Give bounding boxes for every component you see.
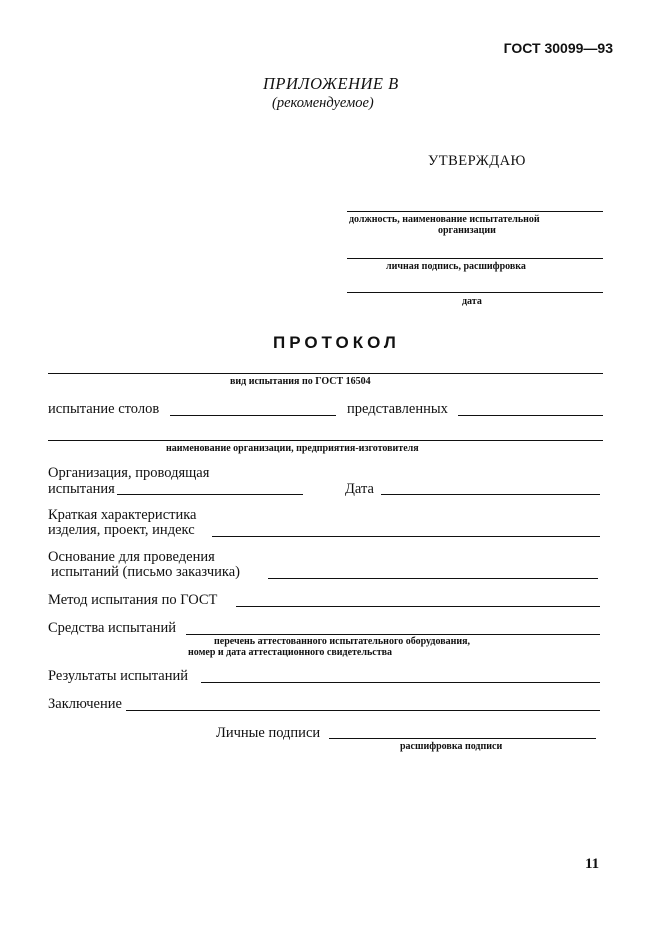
page-number: 11 <box>585 856 600 872</box>
date-label: Дата <box>345 481 374 497</box>
method-label: Метод испытания по ГОСТ <box>48 592 218 608</box>
conclusion-field[interactable] <box>126 710 600 711</box>
manufacturer-caption: наименование организации, предприятия-изготовителя <box>166 443 419 454</box>
approval-position-caption-2: организации <box>438 225 496 236</box>
means-caption-2: номер и дата аттестационного свидетельства <box>188 647 393 658</box>
presented-field[interactable] <box>458 415 603 416</box>
signatures-caption: расшифровка подписи <box>400 741 503 752</box>
appendix-subtitle: (рекомендуемое) <box>272 95 374 111</box>
organization-field[interactable] <box>117 494 303 495</box>
protocol-title: ПРОТОКОЛ <box>273 333 400 352</box>
signatures-label: Личные подписи <box>216 725 321 741</box>
results-label: Результаты испытаний <box>48 668 189 684</box>
results-field[interactable] <box>201 682 600 683</box>
organization-label-2: испытания <box>48 481 115 497</box>
test-type-line <box>48 373 603 374</box>
manufacturer-line[interactable] <box>48 440 603 441</box>
characteristics-label-1: Краткая характеристика <box>48 507 197 523</box>
signatures-field[interactable] <box>329 738 596 739</box>
appendix-title: ПРИЛОЖЕНИЕ В <box>263 74 399 93</box>
date-field[interactable] <box>381 494 600 495</box>
method-field[interactable] <box>236 606 600 607</box>
approval-position-line <box>347 211 603 212</box>
organization-label-1: Организация, проводящая <box>48 465 210 481</box>
basis-field[interactable] <box>268 578 598 579</box>
means-field[interactable] <box>186 634 600 635</box>
basis-label-1: Основание для проведения <box>48 549 215 565</box>
tables-field[interactable] <box>170 415 336 416</box>
approval-date-caption: дата <box>462 296 482 307</box>
approval-signature-line <box>347 258 603 259</box>
basis-label-2: испытаний (письмо заказчика) <box>51 564 241 580</box>
test-type-caption: вид испытания по ГОСТ 16504 <box>230 376 371 387</box>
document-code: ГОСТ 30099—93 <box>503 40 613 56</box>
approval-position-caption-1: должность, наименование испытательной <box>349 214 540 225</box>
presented-label: представленных <box>347 401 448 417</box>
approval-heading: УТВЕРЖДАЮ <box>428 153 526 169</box>
characteristics-label-2: изделия, проект, индекс <box>48 522 195 538</box>
characteristics-field[interactable] <box>212 536 600 537</box>
conclusion-label: Заключение <box>48 696 122 712</box>
approval-date-line <box>347 292 603 293</box>
approval-signature-caption: личная подпись, расшифровка <box>386 261 526 272</box>
means-label: Средства испытаний <box>48 620 176 636</box>
means-caption-1: перечень аттестованного испытательного оборудования, <box>214 636 471 647</box>
tables-label: испытание столов <box>48 401 160 417</box>
